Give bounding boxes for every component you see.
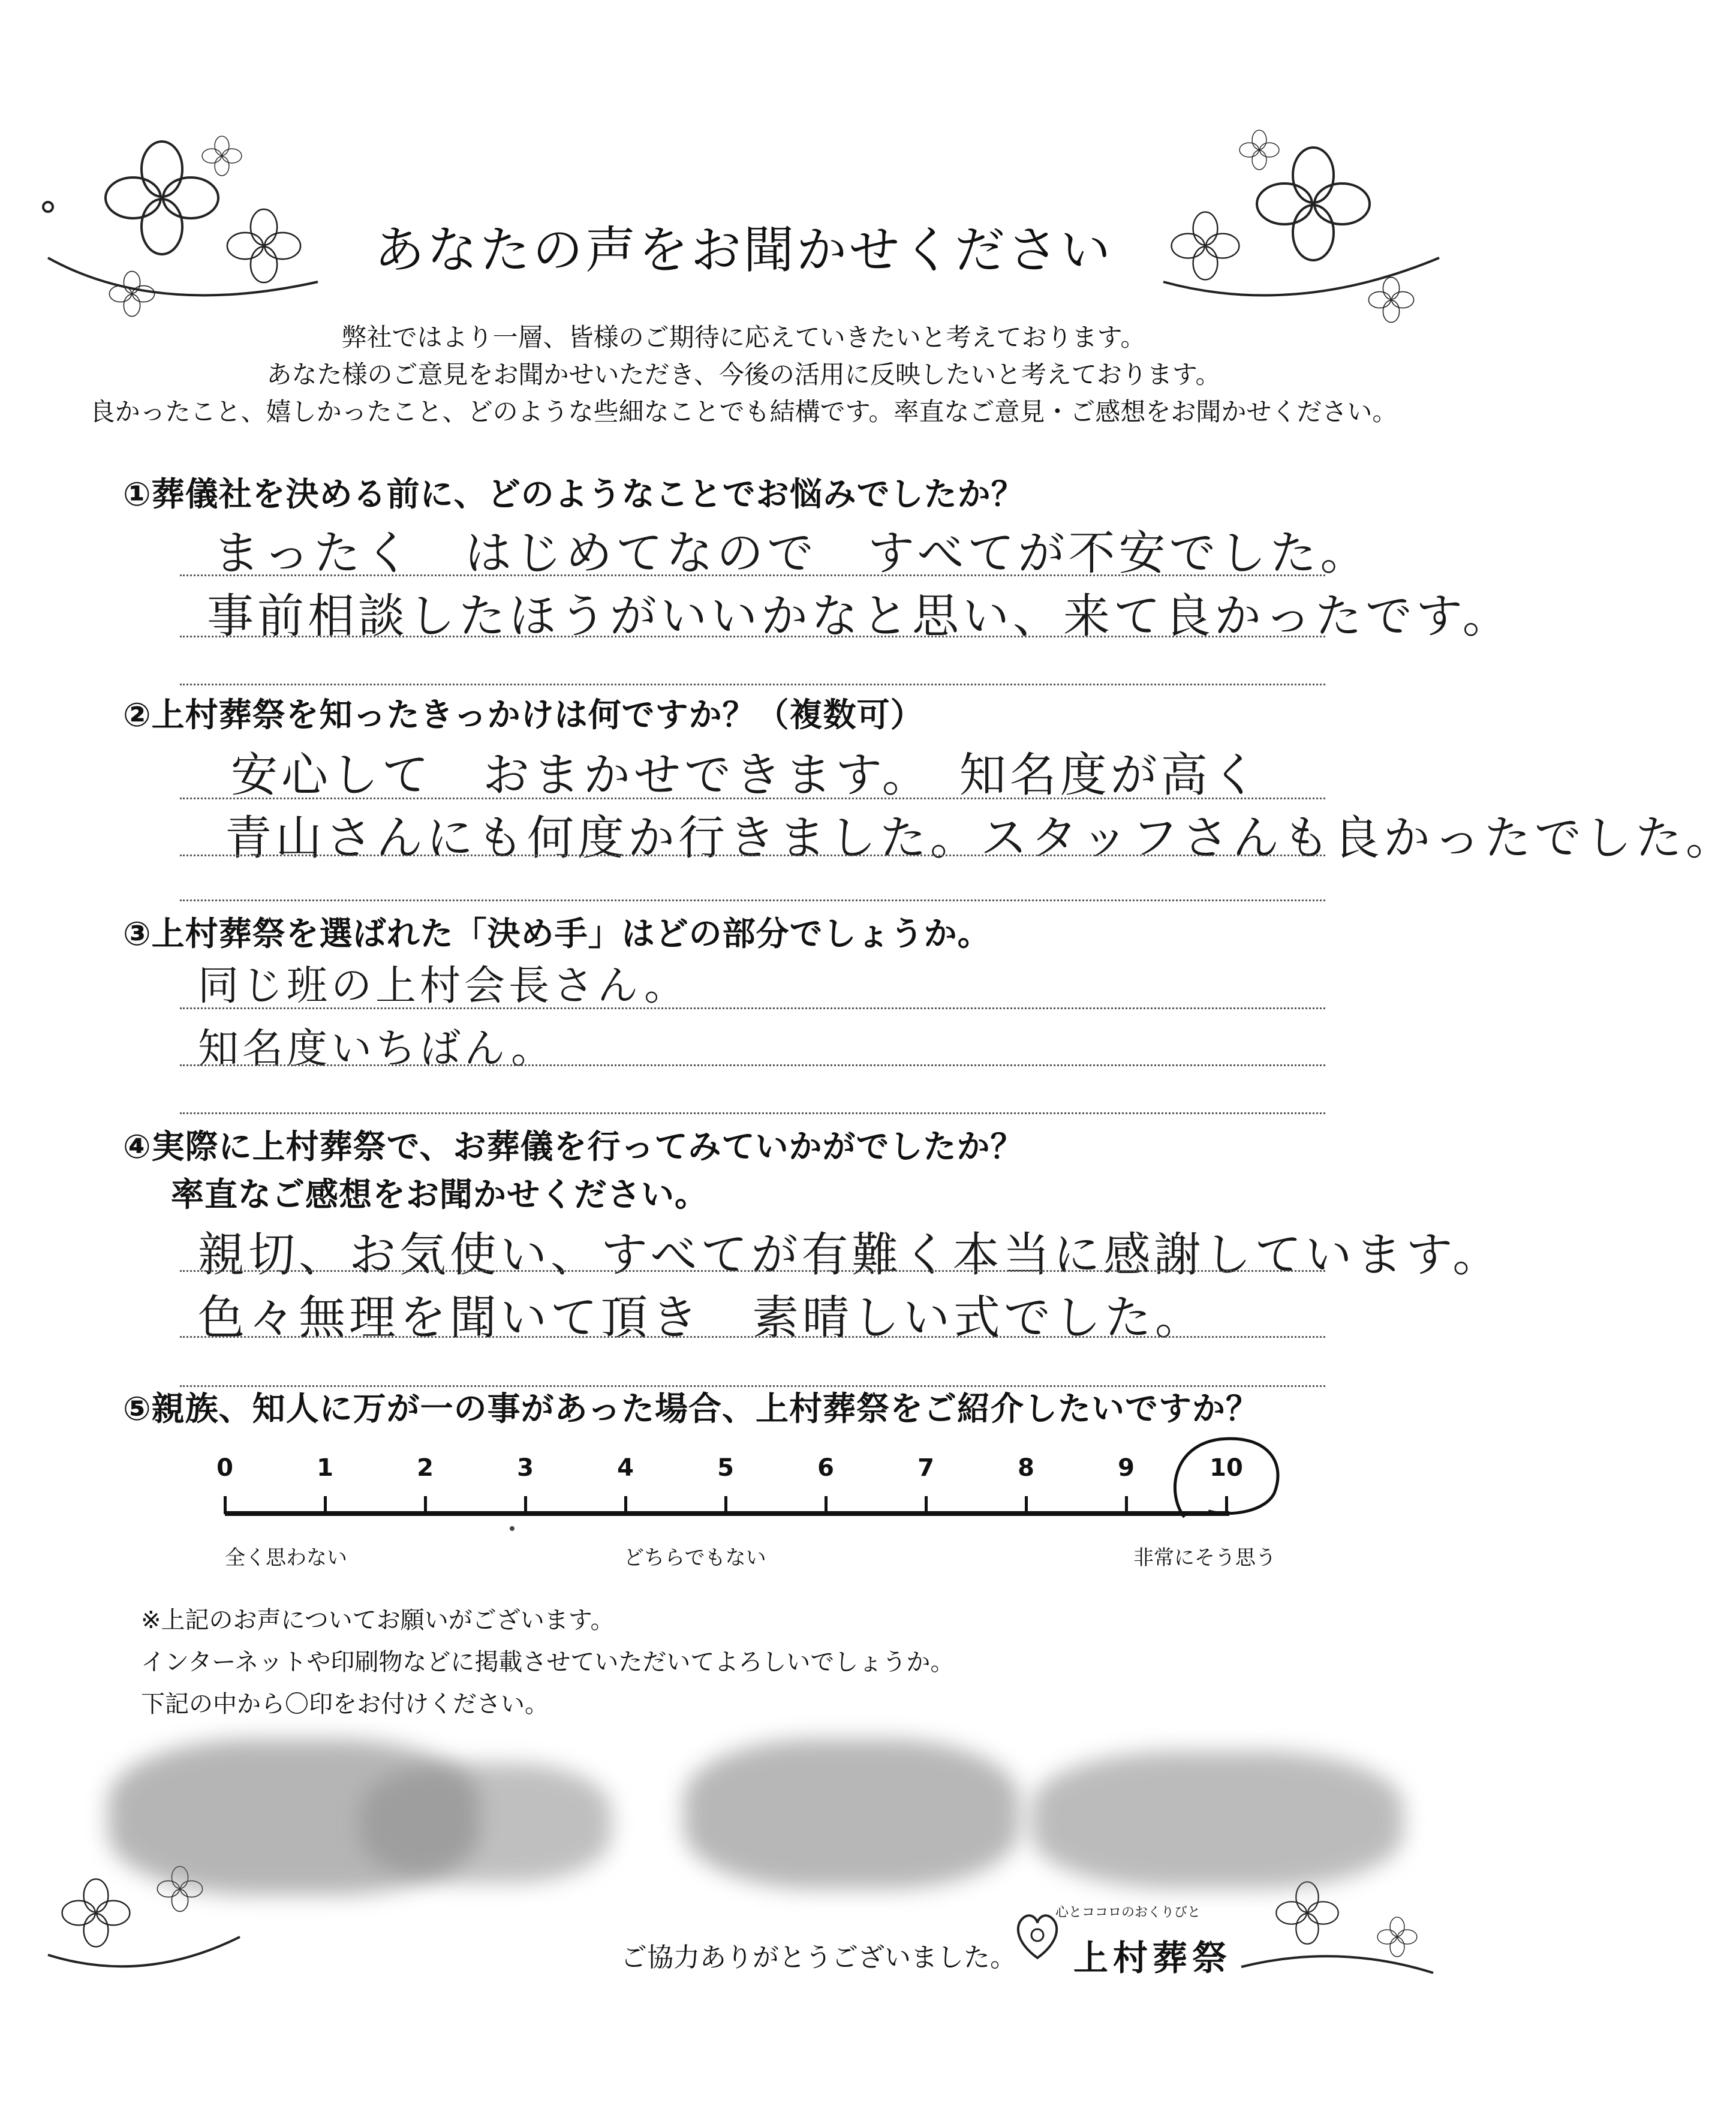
answer-rule — [180, 1007, 1325, 1009]
scale-number-9[interactable]: 9 — [1118, 1454, 1135, 1482]
scale-label-low: 全く思わない — [225, 1546, 347, 1570]
scale-number-7[interactable]: 7 — [917, 1454, 934, 1482]
question-3-label: ③上村葬祭を選ばれた「決め手」はどの部分でしょうか。 — [123, 914, 991, 953]
circle-mark-icon — [1160, 1427, 1292, 1529]
page-title: あなたの声をお聞かせください — [374, 221, 1113, 279]
answer-rule — [180, 855, 1325, 856]
scale-tick — [624, 1496, 627, 1514]
answer-rule — [180, 684, 1325, 685]
scale-tick — [524, 1496, 527, 1514]
scale-number-0[interactable]: 0 — [216, 1454, 233, 1482]
heart-logo-icon — [1013, 1910, 1061, 1964]
scale-tick — [925, 1496, 928, 1514]
clover-icon — [1377, 1917, 1417, 1957]
question-4-sublabel: 率直なご感想をお聞かせください。 — [171, 1175, 709, 1214]
answer-rule — [180, 1064, 1325, 1066]
answer-rule — [180, 798, 1325, 799]
question-1-answer-line-1: まったく はじめてなので すべてが不安でした。 — [213, 526, 1371, 580]
thanks-message: ご協力ありがとうございました。 — [621, 1942, 1016, 1973]
scale-tick — [324, 1496, 327, 1514]
answer-rule — [180, 574, 1325, 576]
consent-line-1: ※上記のお声についてお願いがございます。 — [141, 1606, 615, 1634]
scale-number-2[interactable]: 2 — [417, 1454, 434, 1482]
clover-icon — [1368, 277, 1413, 322]
question-4-label: ④実際に上村葬祭で、お葬儀を行ってみていかがでしたか？ — [123, 1127, 1024, 1166]
scale-number-1[interactable]: 1 — [317, 1454, 333, 1482]
scale-number-8[interactable]: 8 — [1018, 1454, 1034, 1482]
logo-name: 上村葬祭 — [1073, 1937, 1232, 1978]
scale-number-5[interactable]: 5 — [717, 1454, 734, 1482]
intro-line-2: あなた様のご意見をお聞かせいただき、今後の活用に反映したいと考えております。 — [266, 360, 1221, 389]
question-3-answer-line-1: 同じ班の上村会長さん。 — [198, 962, 689, 1010]
scale-number-6[interactable]: 6 — [817, 1454, 834, 1482]
question-5-label: ⑤親族、知人に万が一の事があった場合、上村葬祭をご紹介したいですか？ — [123, 1389, 1260, 1428]
logo-tagline: 心とココロのおくりびと — [1055, 1905, 1201, 1920]
scale-number-3[interactable]: 3 — [517, 1454, 534, 1482]
question-4-answer-line-1: 親切、お気使い、すべてが有難く本当に感謝しています。 — [198, 1228, 1503, 1282]
question-4-answer-line-2: 色々無理を聞いて頂き 素晴しい式でした。 — [198, 1291, 1206, 1345]
consent-line-3: 下記の中から〇印をお付けください。 — [141, 1690, 549, 1718]
scale-number-4[interactable]: 4 — [617, 1454, 634, 1482]
answer-rule — [180, 1112, 1325, 1114]
scale-tick — [724, 1496, 727, 1514]
consent-line-2: インターネットや印刷物などに掲載させていただいてよろしいでしょうか。 — [141, 1648, 955, 1676]
answer-rule — [180, 1270, 1325, 1272]
scale-number-10[interactable]: 10 — [1210, 1454, 1243, 1482]
question-2-answer-line-2: 青山さんにも何度か行きました。スタッフさんも良かったでした。 — [225, 811, 1736, 865]
answer-rule — [180, 636, 1325, 637]
answer-rule — [180, 899, 1325, 901]
clover-icon — [1239, 130, 1279, 170]
scale-tick — [825, 1496, 828, 1514]
intro-line-3: 良かったこと、嬉しかったこと、どのような些細なことでも結構です。率直なご意見・ご感想をお聞かせください。 — [89, 397, 1398, 426]
scale-tick — [1025, 1496, 1028, 1514]
question-3-answer-line-2: 知名度いちばん。 — [198, 1025, 556, 1073]
scale-dot — [510, 1526, 515, 1531]
question-1-label: ①葬儀社を決める前に、どのようなことでお悩みでしたか？ — [123, 475, 1025, 513]
scale-label-high: 非常にそう思う — [1133, 1546, 1276, 1570]
question-1-answer-line-2: 事前相談したほうがいいかなと思い、来て良かったです。 — [207, 589, 1513, 643]
intro-line-1: 弊社ではより一層、皆様のご期待に応えていきたいと考えております。 — [341, 323, 1146, 352]
scale-tick — [1125, 1496, 1128, 1514]
scale-label-mid: どちらでもない — [624, 1546, 766, 1570]
answer-rule — [180, 1336, 1325, 1338]
question-2-answer-line-1: 安心して おまかせできます。 知名度が高く — [231, 748, 1262, 802]
scale-tick — [424, 1496, 427, 1514]
scale-tick — [224, 1496, 227, 1514]
redacted-area — [84, 1727, 1433, 1907]
clover-icon — [202, 136, 242, 176]
question-2-label: ②上村葬祭を知ったきっかけは何ですか？（複数可） — [123, 696, 924, 734]
